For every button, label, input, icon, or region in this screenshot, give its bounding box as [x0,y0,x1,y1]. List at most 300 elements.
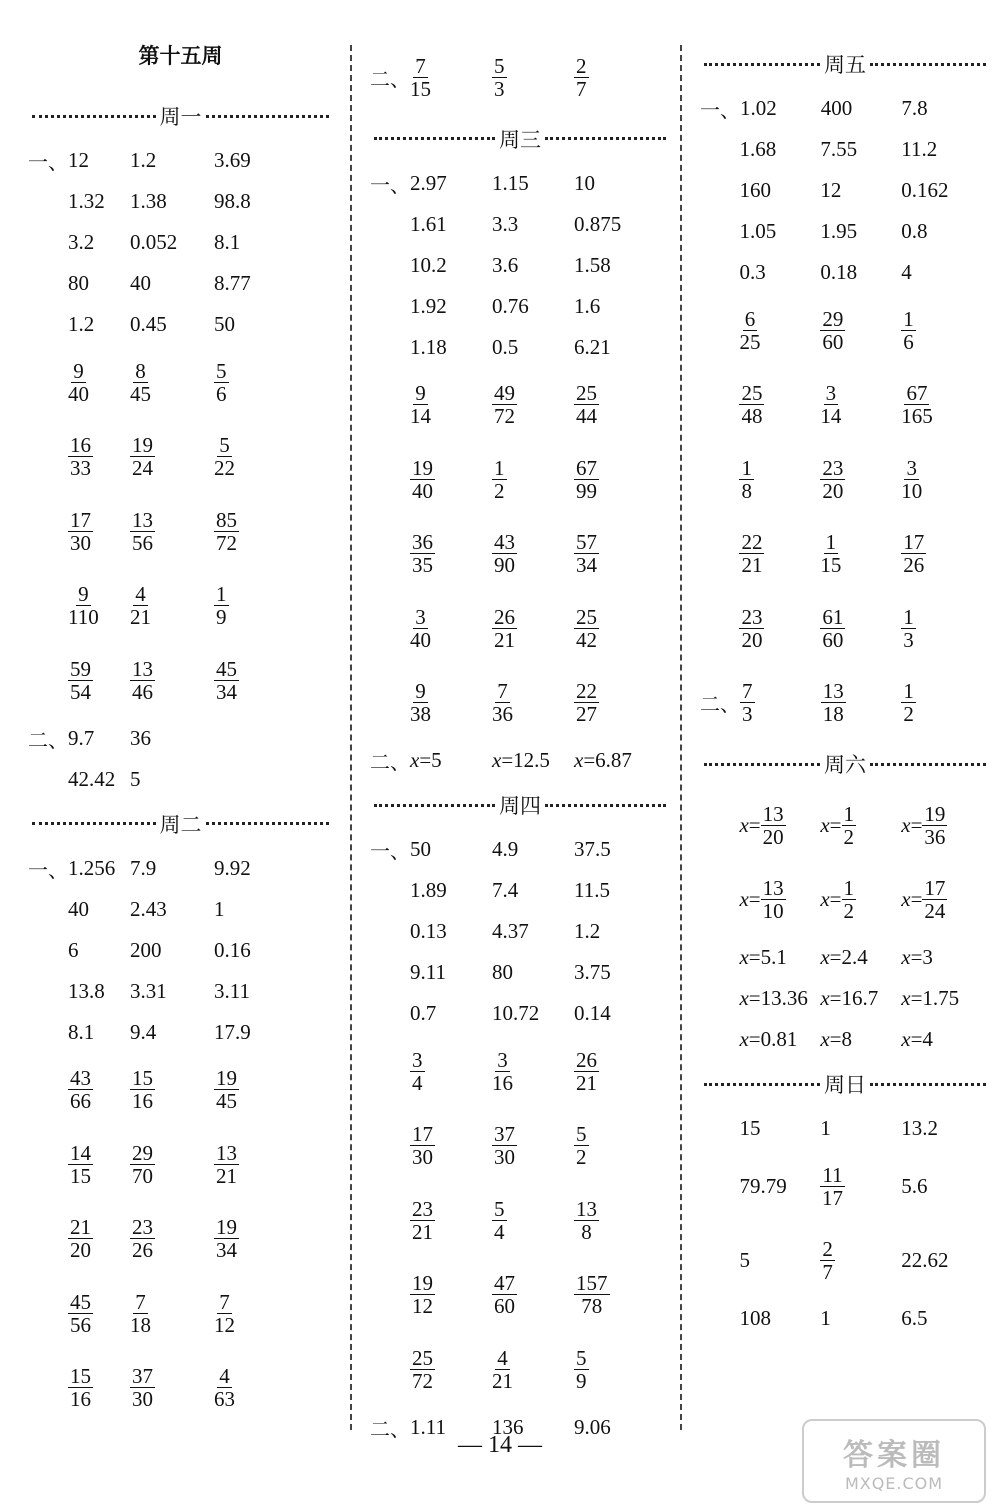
answer-cell [820,986,901,1011]
numerator: 45 [216,656,237,681]
answer-row [370,952,670,993]
numerator: 3 [906,455,917,480]
fraction [901,382,933,427]
answer-cell [574,1347,664,1392]
variable-x: x [901,1027,911,1051]
fraction [68,583,99,628]
answer-row [370,993,670,1034]
answer-row [370,870,670,911]
numerator: 157 [576,1271,608,1296]
answer-value: 13.2 [901,1116,938,1140]
denominator: 56 [70,1312,91,1337]
answer-cell [901,260,990,285]
answer-value: 1.2 [68,312,95,336]
answer-value: 0.13 [410,919,447,943]
answer-value: 10.72 [492,1001,540,1025]
numerator: 3 [415,604,426,629]
answer-value: 6.5 [901,1306,928,1330]
question-marker: 二、 [28,727,68,752]
denominator: 16 [132,1089,153,1114]
denominator: 27 [576,702,597,727]
answer-cell [130,979,214,1004]
answer-cell [68,1067,130,1112]
fraction [410,457,435,502]
day-header [370,115,670,163]
fraction [901,606,916,651]
dotted-leader [32,115,156,118]
answer-cell [130,271,214,296]
answer-value: 0.162 [901,178,949,202]
numerator: 13 [576,1196,597,1221]
answer-row [28,759,333,800]
denominator: 9 [576,1368,587,1393]
answer-value: 3.69 [214,148,251,172]
fraction [492,1123,517,1168]
numerator: 43 [494,530,515,555]
answer-cell [739,137,820,162]
answer-cell [492,253,574,278]
answer-cell [410,171,492,196]
answer-cell [410,1001,492,1026]
answer-row [370,517,670,592]
answer-row [700,368,990,443]
fraction [130,360,151,405]
denominator: 36 [924,824,946,849]
denominator: 21 [216,1163,237,1188]
numerator: 37 [494,1122,515,1147]
answer-value: 1.61 [410,211,447,236]
numerator: 13 [822,679,844,704]
answer-cell [820,178,901,203]
denominator: 16 [70,1387,91,1412]
answer-cell [492,55,574,100]
answer-cell [739,803,820,848]
answer-value: 7.55 [820,137,858,161]
answer-cell [492,382,574,427]
variable-x: x [820,887,830,912]
numerator: 23 [132,1215,153,1240]
answer-cell [820,531,901,576]
denominator: 21 [130,605,151,630]
variable-x: x [739,812,749,837]
answer-cell [410,748,492,773]
answer-cell [130,1365,214,1410]
question-marker: 二、 [370,1416,410,1441]
answer-row [370,591,670,666]
dotted-leader [870,763,986,766]
answer-cell [574,606,664,651]
answer-cell [130,509,214,554]
equals-sign: = [910,1027,923,1051]
numerator: 7 [742,679,753,704]
fraction [574,1198,599,1243]
answer-cell [820,945,901,970]
fraction [922,877,947,922]
answer-cell [739,531,820,576]
answer-cell [739,178,820,203]
variable-x: x [820,1027,830,1051]
answer-cell [130,658,214,703]
column-divider [680,45,682,1430]
answer-row [370,163,670,204]
answer-cell [68,938,130,963]
answer-row [28,140,333,181]
answer-cell [68,1142,130,1187]
fraction [410,680,431,725]
numerator: 1 [825,530,837,555]
answer-cell [574,457,664,502]
fraction [214,1216,239,1261]
equals-sign: = [583,748,596,772]
numerator: 26 [576,1047,597,1072]
numerator: 5 [576,1122,587,1147]
answer-cell [574,531,664,576]
answer-cell [820,1306,901,1331]
answer-value: 0.45 [130,312,167,336]
answer-value: 1 [820,1116,831,1140]
answer-row [700,88,990,129]
answer-value: 3.31 [130,978,167,1003]
answer-cell [901,803,990,848]
answer-cell [492,1049,574,1094]
answer-cell [410,294,492,319]
numerator: 85 [216,507,237,532]
numerator: 1 [843,876,855,901]
fraction [68,1067,93,1112]
dotted-leader [870,63,986,66]
numerator: 25 [576,604,597,629]
answer-cell [574,748,664,773]
dotted-leader [545,137,666,140]
answer-value: 1.11 [410,1414,446,1439]
fraction [492,382,517,427]
fraction [410,382,431,427]
answer-row [370,1034,670,1109]
answer-value: 5.6 [901,1173,928,1198]
fraction [410,1272,435,1317]
answer-cell [214,938,298,963]
answer-value: 4.37 [492,919,529,943]
fraction [68,509,93,554]
numerator: 17 [70,507,91,532]
fraction [214,509,239,554]
answer-cell [214,856,298,881]
answer-cell [68,583,130,628]
column-divider [350,45,352,1430]
answer-cell [130,1020,214,1045]
answer-cell [820,606,901,651]
answer-value: 4 [922,1027,933,1051]
answer-value: 1.58 [574,252,611,277]
answer-value: 11.2 [901,137,938,161]
answer-value: 1 [820,1306,831,1330]
fraction [901,457,922,502]
answer-value: 0.5 [492,334,519,359]
denominator: 15 [410,76,431,101]
variable-x: x [739,887,749,912]
answer-cell [574,55,664,100]
answer-row [700,1108,990,1149]
watermark-text: 答案圈 [843,1437,945,1473]
answer-cell [130,767,214,792]
answer-row [370,442,670,517]
answer-value: 15 [739,1116,761,1140]
dotted-leader [206,115,330,118]
numerator: 36 [412,530,433,555]
answer-cell [410,212,492,237]
answer-value: 0.18 [820,260,858,284]
numerator: 3 [497,1047,508,1072]
fraction [410,531,435,576]
equals-sign: = [910,986,923,1010]
answer-cell [68,312,130,337]
fraction [130,1216,155,1261]
denominator: 99 [576,478,597,503]
fraction [130,1365,155,1410]
answer-row [28,345,333,420]
answer-row [370,1332,670,1407]
variable-x: x [492,748,502,772]
answer-row [700,170,990,211]
numerator: 1 [494,455,505,480]
answer-cell [739,219,820,244]
answer-cell [574,1049,664,1094]
answer-cell [410,531,492,576]
answer-value: 1.02 [740,96,777,120]
numerator: 13 [762,876,784,901]
answer-value: 3 [922,945,933,969]
day-header-label: 周一 [159,105,202,129]
answer-cell [574,1001,664,1026]
answer-cell [820,1027,901,1052]
answer-row [370,327,670,368]
answer-cell [214,1067,298,1112]
numerator: 3 [825,381,837,406]
dotted-leader [545,804,666,807]
fraction [410,1049,425,1094]
answer-value: 1.89 [410,878,447,902]
answer-cell [130,189,214,214]
denominator: 45 [130,381,151,406]
equals-sign: = [748,887,761,912]
answer-value: 1.18 [410,334,447,359]
answer-row [370,666,670,741]
denominator: 90 [494,553,515,578]
dotted-leader [206,822,330,825]
denominator: 66 [70,1089,91,1114]
answer-cell [130,1067,214,1112]
denominator: 110 [68,605,99,630]
fraction [901,308,916,353]
numerator: 57 [576,530,597,555]
answer-cell [214,312,298,337]
answer-cell [739,1027,820,1052]
denominator: 8 [581,1219,592,1244]
denominator: 30 [412,1145,433,1170]
denominator: 10 [901,478,923,503]
answer-cell [901,137,990,162]
answer-cell [574,680,664,725]
answer-cell [410,253,492,278]
answer-cell [130,1142,214,1187]
fraction [901,531,926,576]
answer-cell [821,680,902,725]
answer-cell [820,1238,901,1283]
day-header-label: 周六 [824,753,866,777]
answer-cell [410,55,492,100]
answer-cell [214,148,298,173]
answer-value: 1.15 [492,170,529,195]
answer-value: 1.2 [574,919,601,943]
answer-value: 12.5 [513,748,550,772]
denominator: 2 [843,824,855,849]
denominator: 40 [412,478,433,503]
answer-column-3 [700,40,990,1339]
answer-cell [130,148,214,173]
answer-value: 0.81 [760,1027,798,1051]
answer-cell [739,986,820,1011]
answer-cell [68,658,130,703]
answer-value: 13.8 [68,978,105,1003]
answer-value: 1.68 [739,137,777,161]
fraction [68,1365,93,1410]
fraction [214,1142,239,1187]
answer-cell [492,680,574,725]
answer-row [370,204,670,245]
answer-cell [68,509,130,554]
fraction [842,803,857,848]
answer-cell [410,1272,492,1317]
answer-cell [410,1347,492,1392]
denominator: 2 [494,478,505,503]
numerator: 19 [132,433,153,458]
answer-value: 50 [410,837,431,861]
denominator: 165 [901,404,933,429]
answer-cell [410,382,492,427]
equals-sign: = [748,986,761,1010]
equals-sign: = [501,748,514,772]
answer-cell [68,230,130,255]
numerator: 5 [494,53,505,78]
answer-cell [739,1174,820,1199]
answer-cell [820,1116,901,1141]
answer-cell [492,1001,574,1026]
denominator: 12 [412,1294,433,1319]
fraction [214,583,229,628]
numerator: 9 [78,582,89,607]
numerator: 7 [135,1289,146,1314]
fraction [739,606,764,651]
answer-row [28,494,333,569]
numerator: 25 [412,1345,433,1370]
denominator: 60 [822,329,844,354]
answer-value: 4.9 [492,837,519,861]
denominator: 15 [70,1163,91,1188]
denominator: 72 [216,530,237,555]
answer-row [700,1149,990,1224]
fraction [68,1142,93,1187]
numerator: 19 [216,1066,237,1091]
answer-value: 1.6 [574,293,601,318]
answer-row [700,591,990,666]
answer-value: 3.75 [574,960,611,984]
fraction [410,1347,435,1392]
answer-row [700,1298,990,1339]
answer-cell [492,1123,574,1168]
answer-value: 2.43 [130,896,167,921]
numerator: 4 [219,1364,230,1389]
answer-value: 9.06 [574,1414,611,1439]
numerator: 23 [822,455,844,480]
answer-value: 13.36 [760,986,808,1010]
numerator: 14 [70,1140,91,1165]
denominator: 7 [822,1260,833,1285]
denominator: 4 [412,1070,423,1095]
numerator: 37 [132,1364,153,1389]
answer-cell [492,748,574,773]
variable-x: x [901,945,911,969]
watermark-logo [802,1419,986,1503]
answer-value: 37.5 [574,837,611,861]
question-marker: 二、 [700,692,740,717]
fraction [492,1049,513,1094]
variable-x: x [410,748,420,772]
answer-cell [214,360,298,405]
dotted-leader [32,822,156,825]
numerator: 7 [497,679,508,704]
answer-row [28,1276,333,1351]
answer-cell [820,1164,901,1209]
denominator: 20 [741,627,763,652]
answer-value: 5 [739,1248,750,1273]
answer-value: 98.8 [214,189,251,213]
answer-value: 22.62 [901,1248,949,1273]
answer-cell [492,335,574,360]
answer-cell [492,606,574,651]
fraction [820,1164,844,1209]
answer-value: 1.256 [68,855,116,880]
answer-value: 0.8 [901,219,928,243]
numerator: 47 [494,1271,515,1296]
fraction [739,382,764,427]
answer-cell [901,606,990,651]
answer-cell [574,171,664,196]
denominator: 21 [494,627,515,652]
equals-sign: = [748,812,761,837]
answer-cell [739,1248,820,1273]
answer-value: 0.052 [130,230,178,254]
question-marker: 一、 [700,98,740,122]
answer-cell [901,1116,990,1141]
fraction [130,583,151,628]
denominator: 21 [492,1368,513,1393]
answer-value: 5 [130,766,141,791]
numerator: 26 [494,604,515,629]
answer-cell [574,1272,664,1317]
day-header-label: 周五 [824,53,866,77]
answer-cell [492,457,574,502]
answer-value: 6.21 [574,334,611,359]
answer-cell [574,878,664,903]
denominator: 7 [576,76,587,101]
numerator: 2 [576,53,587,78]
answer-value: 3.2 [68,230,95,254]
day-header-label: 周三 [499,127,541,152]
denominator: 6 [216,381,227,406]
numerator: 29 [132,1140,153,1165]
answer-cell [68,189,130,214]
fraction [820,606,845,651]
